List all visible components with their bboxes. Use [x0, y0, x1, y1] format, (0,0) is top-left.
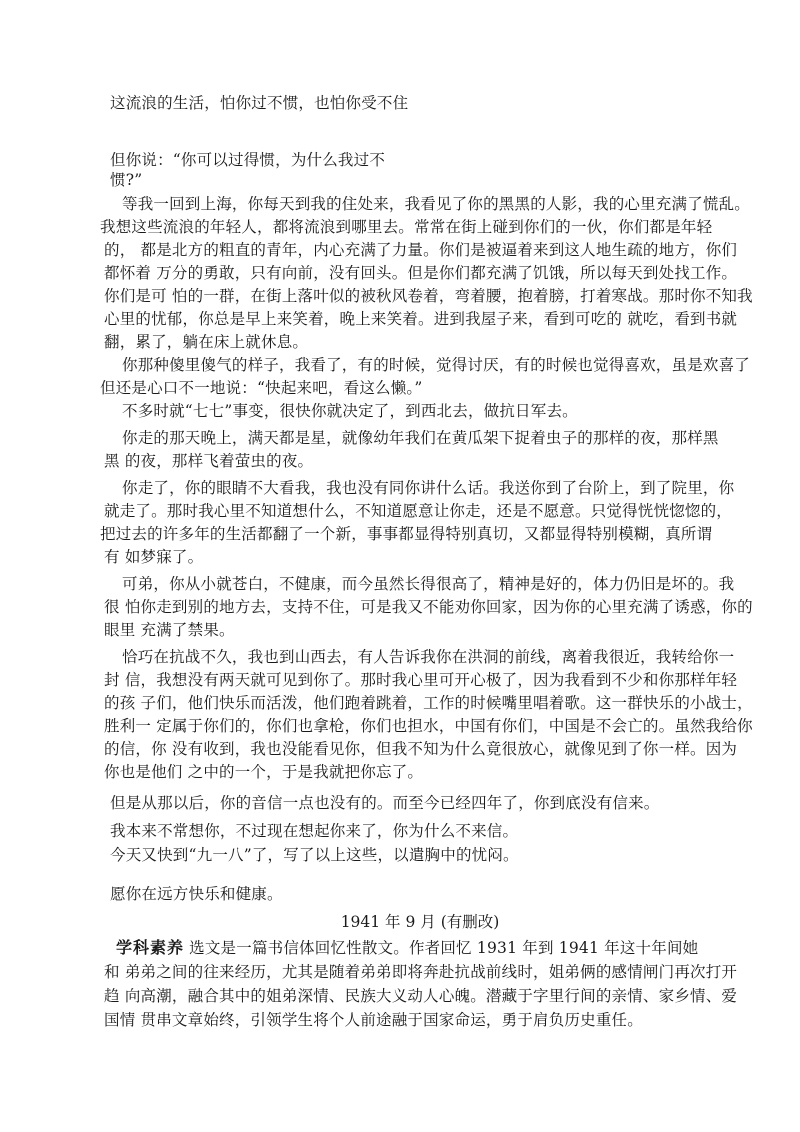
silly-line-1: 你那种傻里傻气的样子，我看了，有的时候，觉得讨厌，有的时候也觉得喜欢，虽是欢喜了: [122, 356, 751, 374]
shanxi-line-3: 的孩 子们，他们快乐而活泼，他们跑着跳着，工作的时候嘴里唱着歌。这一群快乐的小战士，: [104, 694, 753, 712]
shanghai-line-5: 你们是可 怕的一群，在街上落叶似的被秋风卷着，弯着腰，抱着膀，打着寒战。那时你不知我: [104, 287, 753, 305]
shanxi-line-6: 你也是他们 之中的一个，于是我就把你忘了。: [104, 763, 424, 781]
signature-date: 1941 年 9 月 (有删改): [340, 913, 500, 931]
paragraph-july7: 不多时就“七七”事变，很快你就决定了，到西北去，做抗日军去。: [122, 402, 578, 420]
pity-line-3: 眼里 充满了禁果。: [104, 621, 235, 639]
commentary-text-1: 选文是一篇书信体回忆性散文。作者回忆 1931 年到 1941 年这十年间她: [189, 939, 699, 957]
shanghai-line-1: 等我一回到上海，你每天到我的住处来，我看见了你的黑黑的人影，我的心里充满了慌乱。: [122, 195, 751, 213]
paragraph-miss-2: 今天又快到“九一八”了，写了以上这些，以遣胸中的忧闷。: [110, 846, 519, 864]
night-line-2: 黑 的夜，那样飞着萤虫的夜。: [104, 452, 314, 470]
commentary-line-2: 和 弟弟之间的往来经历，尤其是随着弟弟即将奔赴抗战前线时，姐弟俩的感情闸门再次打开: [104, 963, 738, 981]
pity-line-2: 很 怕你走到别的地方去，支持不住，可是我又不能劝你回家，因为你的心里充满了诱惑，你的: [104, 598, 753, 616]
shanghai-line-3: 的， 都是北方的粗直的青年，内心充满了力量。你们是被逼着来到这人地生疏的地方，你们: [104, 241, 738, 259]
paragraph-wish: 愿你在远方快乐和健康。: [110, 885, 283, 903]
pity-line-1: 可弟，你从小就苍白，不健康，而今虽然长得很高了，精神是好的，体力仍旧是坏的。我: [122, 575, 735, 593]
shanghai-line-2: 我想这些流浪的年轻人，都将流浪到哪里去。常常在街上碰到你们的一伙，你们都是年轻: [100, 218, 713, 236]
silly-line-2: 但还是心口不一地说：“快起来吧，看这么懒。”: [100, 379, 423, 397]
left-line-1: 你走了，你的眼睛不大看我，我也没有同你讲什么话。我送你到了台阶上，到了院里，你: [122, 479, 735, 497]
paragraph-miss-1: 我本来不常想你，不过现在想起你来了，你为什么不来信。: [110, 822, 519, 840]
commentary-line-3: 趋 向高潮，融合其中的姐弟深情、民族大义动人心魄。潜藏于字里行间的亲情、家乡情、爱: [104, 987, 738, 1005]
quote-line-2: 惯?”: [110, 171, 143, 189]
shanxi-line-4: 胜利一 定属于你们的，你们也拿枪，你们也担水，中国有你们，中国是不会亡的。虽然我给你: [104, 717, 753, 735]
paragraph-intro: 这流浪的生活，怕你过不惯，也怕你受不住: [110, 94, 409, 112]
left-line-2: 就走了。那时我心里不知道想什么，不知道愿意让你走，还是不愿意。只觉得恍恍惚惚的，: [104, 502, 733, 520]
commentary-label: 学科素养: [116, 938, 185, 957]
quote-line-1: 但你说：“你可以过得惯，为什么我过不: [110, 151, 386, 169]
shanghai-line-7: 翻，累了，躺在床上就休息。: [104, 333, 309, 351]
shanxi-line-5: 的信，你 没有收到，我也没能看见你，但我不知为什么竟很放心，就像见到了你一样。因为: [104, 740, 738, 758]
night-line-1: 你走的那天晚上，满天都是星，就像幼年我们在黄瓜架下捉着虫子的那样的夜，那样黑: [122, 429, 719, 447]
paragraph-no-news: 但是从那以后，你的音信一点也没有的。而至今已经四年了，你到底没有信来。: [110, 794, 660, 812]
left-line-4: 有 如梦寐了。: [104, 548, 204, 566]
shanghai-line-4: 都怀着 万分的勇敢，只有向前，没有回头。但是你们都充满了饥饿，所以每天到处找工作。: [104, 264, 738, 282]
commentary-line-4: 国情 贯串文章始终，引领学生将个人前途融于国家命运，勇于肩负历史重任。: [104, 1011, 643, 1029]
shanxi-line-2: 封 信，我想没有两天就可见到你了。那时我心里可开心极了，因为我看到不少和你那样年轻: [104, 671, 738, 689]
shanghai-line-6: 心里的忧郁，你总是早上来笑着，晚上来笑着。进到我屋子来，看到可吃的 就吃，看到书就: [104, 310, 738, 328]
commentary-line-1: [116, 938, 756, 958]
shanxi-line-1: 恰巧在抗战不久，我也到山西去，有人告诉我你在洪洞的前线，离着我很近，我转给你一: [122, 648, 735, 666]
left-line-3: 把过去的许多年的生活都翻了一个新，事事都显得特别真切，又都显得特别模糊，真所谓: [100, 525, 713, 543]
